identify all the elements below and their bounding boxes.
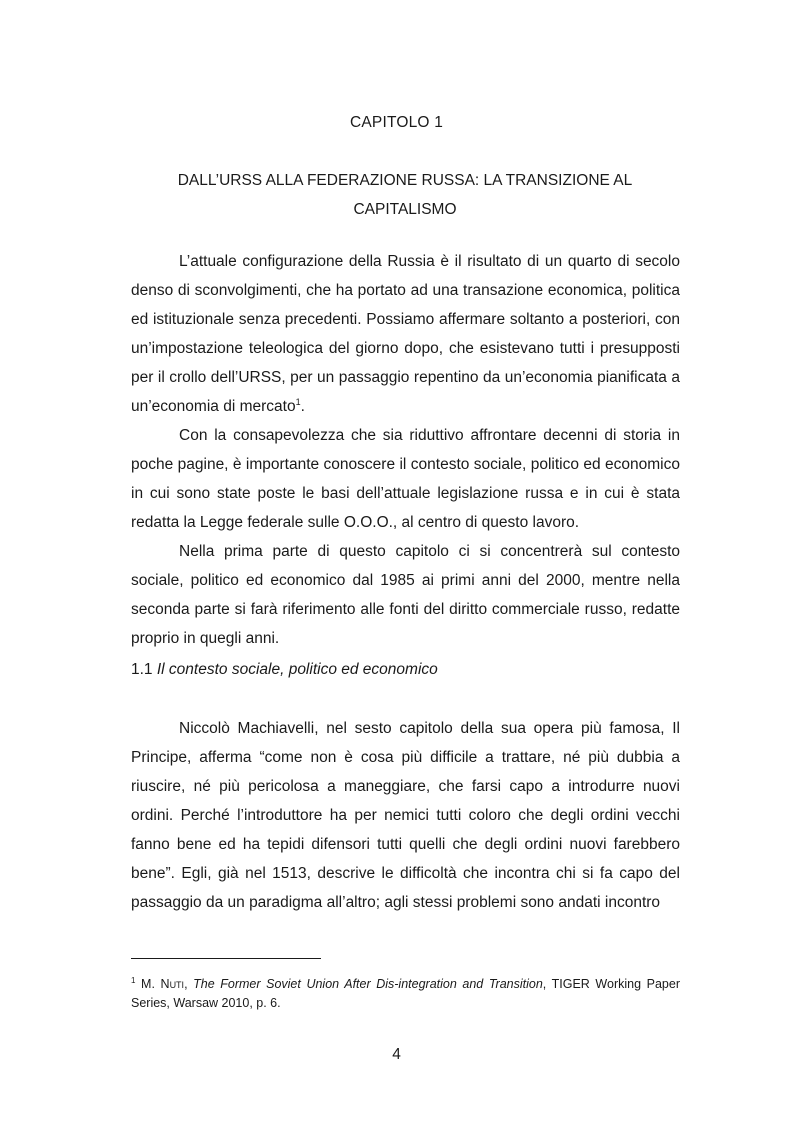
intro-paragraph-1-tail: . [300, 398, 305, 415]
chapter-title: DALL’URSS ALLA FEDERAZIONE RUSSA: LA TRANSIZIONE AL CAPITALISMO [177, 172, 633, 218]
intro-paragraph-2: Con la consapevolezza che sia riduttivo affrontare decenni di storia in poche pagine, è importante conoscere il contesto sociale, politico ed economico in cui sono state poste le basi dell’attuale legislazione russa e in cui è stata redatta la Legge federale sulle O.O.O., al centro di questo lavoro. [131, 427, 680, 531]
section-paragraph-1: Niccolò Machiavelli, nel sesto capitolo della sua opera più famosa, Il Principe, afferma “come non è cosa più difficile a trattare, né più dubbia a riuscire, né più pericolosa a maneggiare, che farsi capo a introdurre nuovi ordini. Perché l’introduttore ha per nemici tutti coloro che degli ordini vecchi fanno bene ed ha tepidi difensori tutti quelli che degli ordini nuovi farebbero bene”. Egli, già nel 1513, descrive le difficoltà che incontra chi si fa capo del passaggio da un paradigma all’altro; agli stessi problemi sono andati incontro [131, 720, 680, 911]
footnote-publication: , TIGER Working Paper Series, Warsaw 2010, p. 6. [131, 977, 680, 1010]
section-text [131, 714, 680, 917]
section-number: 1.1 [131, 661, 153, 678]
footnote-divider [131, 958, 321, 959]
intro-paragraph-1 [131, 247, 680, 421]
section-title: Il contesto sociale, politico ed economico [156, 661, 438, 678]
footnote-work-title: The Former Soviet Union After Dis-integration and Transition [193, 977, 543, 991]
intro-text [131, 247, 680, 653]
intro-paragraph-1-text: L’attuale configurazione della Russia è il risultato di un quarto di secolo denso di sconvolgimenti, che ha portato ad una transazione economica, politica ed istituzionale senza precedenti. Possiamo affermare soltanto a posteriori, con un’impostazione teleologica del giorno dopo, che esistevano tutti i presupposti per il crollo dell’URSS, per un passaggio repentino da un’economia pianificata a un’economia di mercato [131, 253, 680, 415]
footnote-mark: 1 [131, 975, 136, 985]
chapter-label: CAPITOLO 1 [349, 114, 444, 131]
section-heading [131, 661, 438, 679]
footnote-author-rest: uti [169, 977, 185, 991]
footnote-reference[interactable]: 1 [295, 396, 301, 407]
footnote-author: M. N [141, 977, 170, 991]
intro-paragraph-3: Nella prima parte di questo capitolo ci si concentrerà sul contesto sociale, politico ed economico dal 1985 ai primi anni del 2000, mentre nella seconda parte si farà riferimento alle fonti del diritto commerciale russo, redatte proprio in quegli anni. [131, 543, 680, 647]
page-number: 4 [392, 1046, 401, 1063]
footnote: $^1$ M. Nuti, The Former Soviet Union After Dis-integration and Transition, TIGER Working Paper Series, Warsaw 2010, p. 6. [131, 975, 680, 1010]
